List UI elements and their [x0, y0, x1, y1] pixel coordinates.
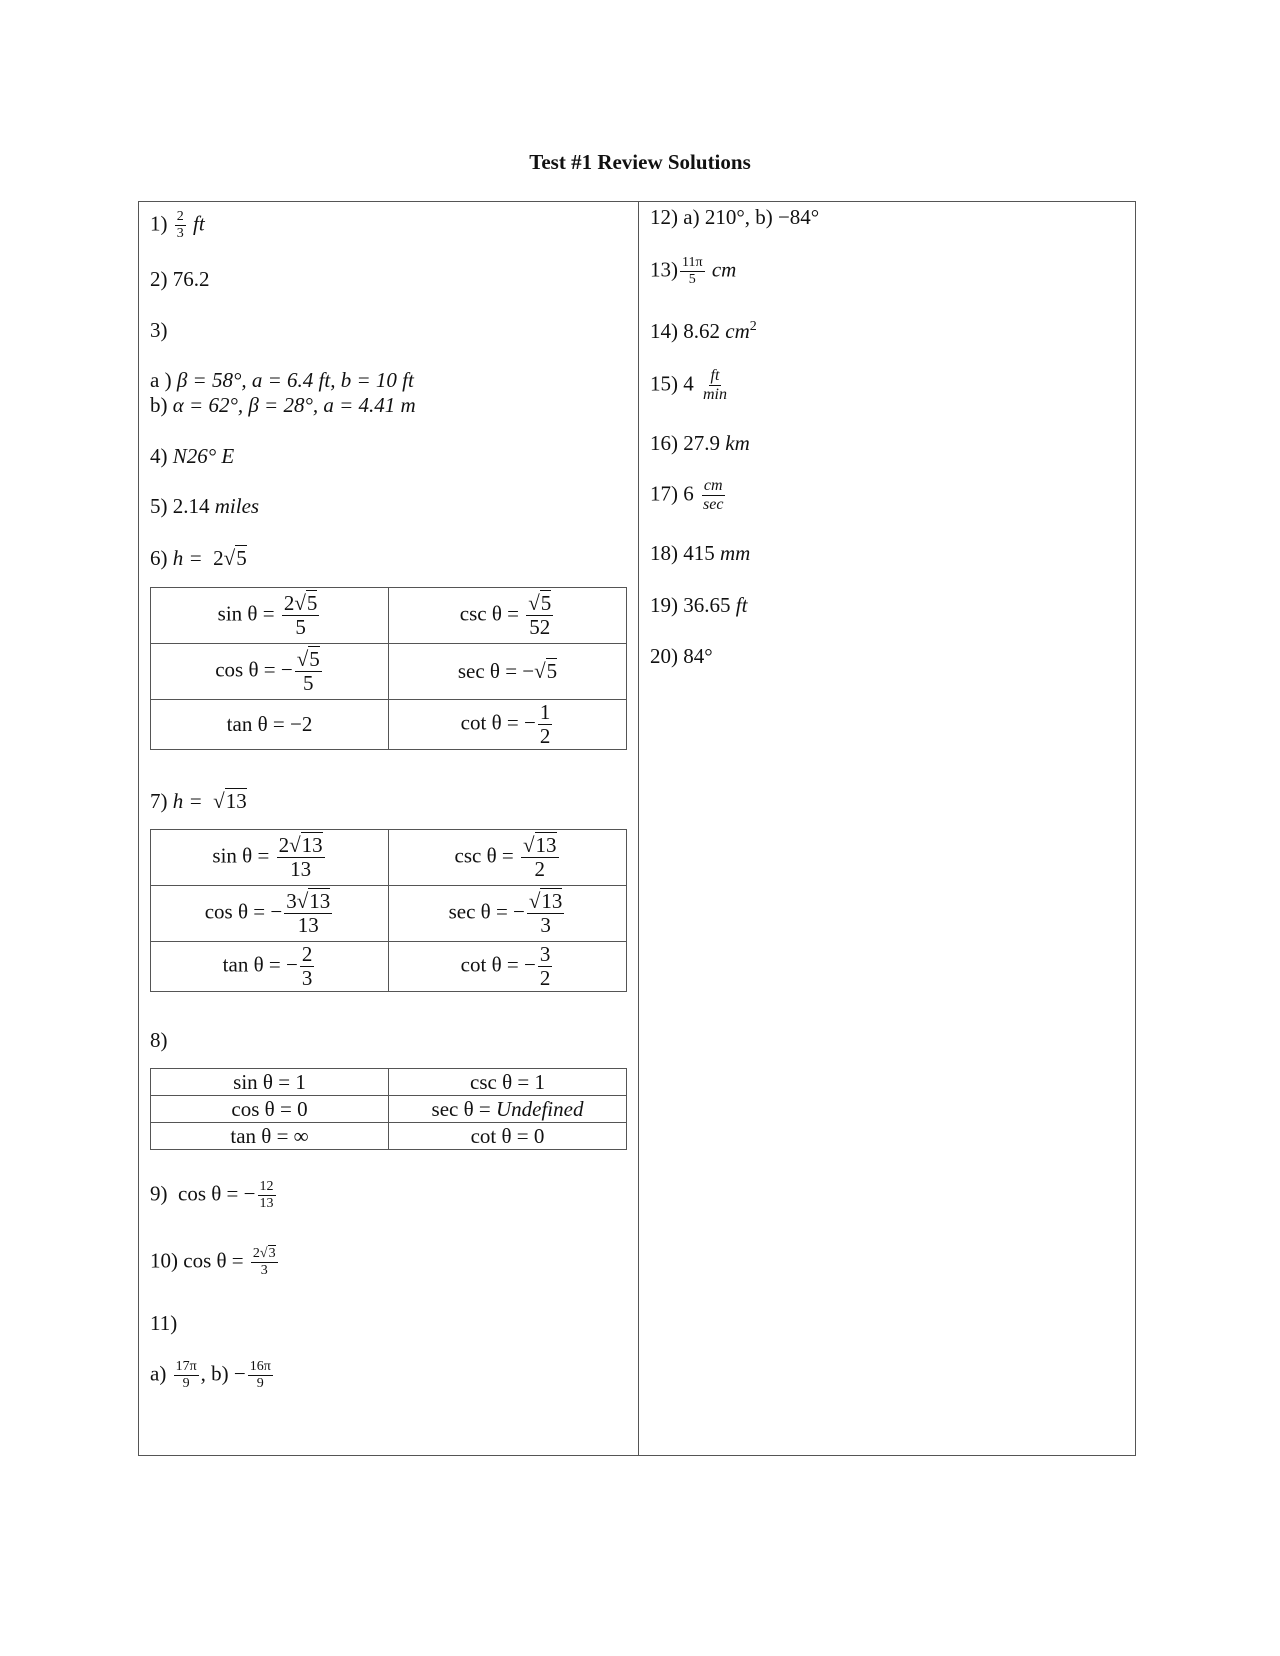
- answer-13: 13) $\frac{11\pi}{5}$ cm: [650, 255, 737, 287]
- trig-table-6: [150, 587, 627, 750]
- answer-2: 2) 76.2: [150, 267, 210, 291]
- answer-10: 10) cos θ = $\frac{2√3}{3}$: [150, 1246, 276, 1278]
- answer-17: 17) 6 $\frac{cm}{\sec}$: [650, 477, 724, 513]
- solutions-box: [138, 201, 1136, 1456]
- answer-1: 1) $\frac{2}{3}$ ft: [150, 209, 205, 241]
- tan-cell: tan θ = ∞: [151, 1123, 389, 1150]
- trig-table-8: [150, 1068, 627, 1150]
- answer-11: a) $\frac{17\pi}{9}$ , b) − $\frac{16\pi}{9}$: [150, 1359, 271, 1391]
- answer-3-label: 3): [150, 318, 168, 342]
- answer-9: 9) cos θ = − $\frac{12}{13}$: [150, 1179, 274, 1211]
- cot-cell: cot θ = − $\frac{3}{2}$: [389, 942, 627, 992]
- answer-5: 5) 2.14 miles: [150, 494, 260, 518]
- answer-12: 12) a) 210°, b) −84°: [650, 205, 820, 229]
- csc-cell: csc θ = 1: [389, 1069, 627, 1096]
- trig-table-7: [150, 829, 627, 992]
- answer-14: 14) 8.62 $cm^2$: [650, 319, 757, 343]
- sec-cell: sec θ = −√5: [389, 644, 627, 700]
- cos-cell: cos θ = − $\frac{3√13}{13}$: [151, 886, 389, 942]
- cot-cell: cot θ = − $\frac{1}{2}$: [389, 700, 627, 750]
- sec-cell: sec θ = − $\frac{√13}{3}$: [389, 886, 627, 942]
- answer-8-label: 8): [150, 1028, 168, 1052]
- answer-7: 7) h = √13: [150, 789, 247, 813]
- answer-15: 15) 4 $\frac{ft}{\min}$: [650, 367, 727, 403]
- sin-cell: sin θ = $\frac{2√13}{13}$: [151, 830, 389, 886]
- tan-cell: tan θ = − $\frac{2}{3}$: [151, 942, 389, 992]
- answer-16: 16) 27.9 km: [650, 431, 750, 455]
- answer-4: 4) N26° E: [150, 444, 235, 468]
- answer-11-label: 11): [150, 1311, 178, 1335]
- answer-20: 20) 84°: [650, 644, 713, 668]
- csc-cell: csc θ = $\frac{√5}{52}$: [389, 588, 627, 644]
- answer-3b: b) α = 62°, β = 28°, a = 4.41 m: [150, 393, 416, 417]
- column-divider: [638, 202, 639, 1455]
- fraction: $\frac{2}{3}$: [176, 209, 184, 241]
- answer-3a: a ) β = 58°, a = 6.4 ft, b = 10 ft: [150, 368, 414, 392]
- answer-18: 18) 415 mm: [650, 541, 751, 565]
- tan-cell: tan θ = −2: [151, 700, 389, 750]
- answer-19: 19) 36.65 ft: [650, 593, 748, 617]
- page-title: Test #1 Review Solutions: [529, 150, 751, 174]
- cos-cell: cos θ = − $\frac{√5}{5}$: [151, 644, 389, 700]
- cos-cell: cos θ = 0: [151, 1096, 389, 1123]
- answer-6: 6) h = 2√5: [150, 546, 247, 570]
- sec-cell: sec θ = Undefined: [389, 1096, 627, 1123]
- cot-cell: cot θ = 0: [389, 1123, 627, 1150]
- sin-cell: sin θ = 1: [151, 1069, 389, 1096]
- sin-cell: sin θ = $\frac{2√5}{5}$: [151, 588, 389, 644]
- csc-cell: csc θ = $\frac{√13}{2}$: [389, 830, 627, 886]
